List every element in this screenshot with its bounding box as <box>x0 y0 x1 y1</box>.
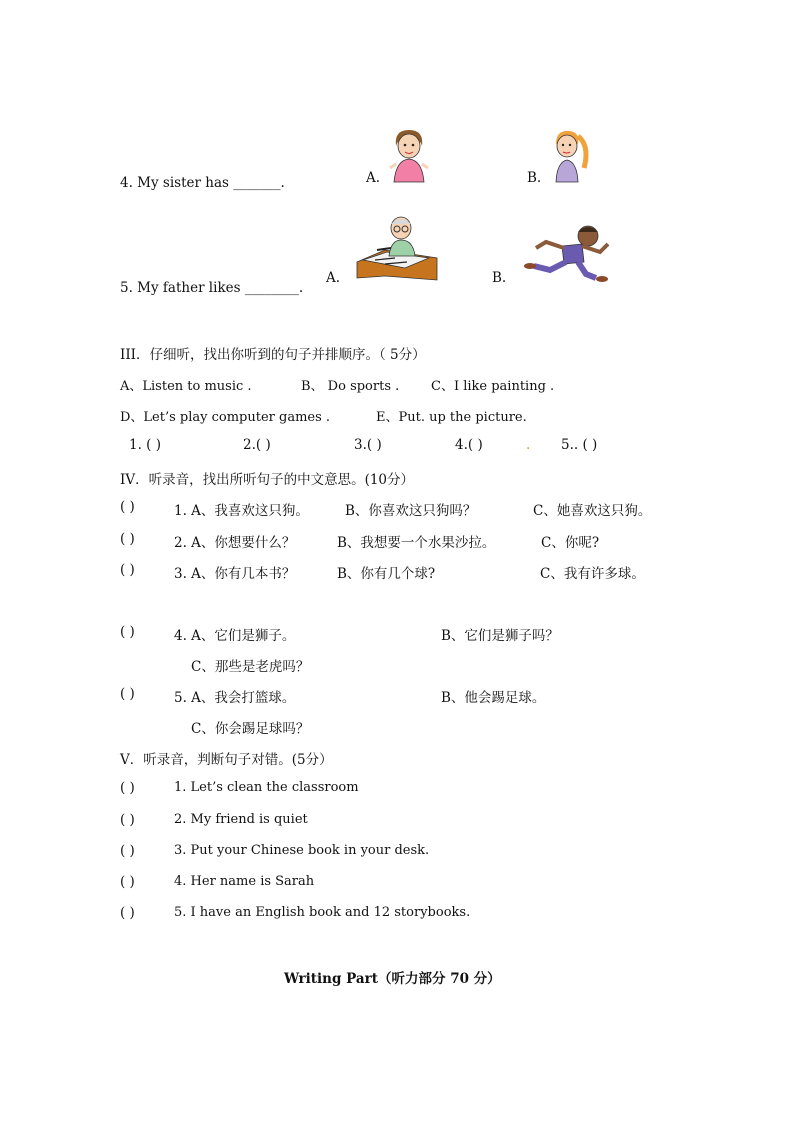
sec3-option-d: D、Let’s play computer games . <box>120 410 331 425</box>
q5-option-b-label: B. <box>492 270 507 286</box>
q4-text: 4. My sister has _______. <box>120 175 285 191</box>
sec4-q4-c: C、那些是老虎吗？ <box>191 659 310 675</box>
sec5-q1-text: 1. Let’s clean the classroom <box>174 780 359 795</box>
sec4-q2-c: C、你呢? <box>541 535 600 551</box>
sec3-option-c: C、I like painting . <box>431 379 555 394</box>
man-painting-illustration <box>355 214 439 284</box>
stray-dot: . <box>526 437 531 453</box>
sec4-q4-a: 4. A、它们是狮子。 <box>174 628 296 644</box>
q5-option-a-label: A. <box>326 270 341 286</box>
sec4-q4-paren[interactable]: ( ) <box>120 624 135 640</box>
sec4-q5-c: C、你会踢足球吗？ <box>191 721 310 737</box>
sec4-q4-b: B、它们是狮子吗？ <box>441 628 559 644</box>
q5-text: 5. My father likes ________. <box>120 280 304 296</box>
sec4-q5-b: B、他会踢足球。 <box>441 690 546 706</box>
sec5-q5-paren[interactable]: ( ) <box>120 905 135 921</box>
sec3-option-b: B、 Do sports . <box>301 379 400 394</box>
sec5-q2-text: 2. My friend is quiet <box>174 812 308 827</box>
sec3-blank-1[interactable]: 1. ( ) <box>129 437 161 453</box>
girl-ponytail-illustration <box>542 124 592 184</box>
writing-part-heading: Writing Part（听力部分 70 分） <box>284 971 501 987</box>
sec5-q3-text: 3. Put your Chinese book in your desk. <box>174 843 430 858</box>
sec5-q3-paren[interactable]: ( ) <box>120 843 135 859</box>
sec4-q1-paren[interactable]: ( ) <box>120 499 135 515</box>
sec4-q5-paren[interactable]: ( ) <box>120 686 135 702</box>
sec4-q3-b: B、你有几个球? <box>337 566 436 582</box>
sec5-q5-text: 5. I have an English book and 12 storybooks. <box>174 905 471 920</box>
section-4-title: IV．听录音，找出所听句子的中文意思。(10分） <box>120 472 415 488</box>
sec4-q3-paren[interactable]: ( ) <box>120 562 135 578</box>
q4-option-a-label: A. <box>366 170 381 186</box>
section-3-title: III．仔细听，找出你听到的句子并排顺序。（ 5分） <box>120 347 426 363</box>
sec4-q2-a: 2. A、你想要什么？ <box>174 535 296 551</box>
sec3-blank-3[interactable]: 3.( ) <box>354 437 382 453</box>
boy-running-illustration <box>522 222 614 284</box>
q4-option-b-label: B. <box>527 170 542 186</box>
sec3-blank-2[interactable]: 2.( ) <box>243 437 271 453</box>
sec3-blank-4[interactable]: 4.( ) <box>455 437 483 453</box>
sec4-q5-a: 5. A、我会打篮球。 <box>174 690 296 706</box>
sec4-q1-c: C、她喜欢这只狗。 <box>533 503 652 519</box>
sec3-option-e: E、Put. up the picture. <box>376 410 527 425</box>
sec4-q1-b: B、你喜欢这只狗吗？ <box>345 503 477 519</box>
sec4-q2-paren[interactable]: ( ) <box>120 531 135 547</box>
sec5-q4-text: 4. Her name is Sarah <box>174 874 315 889</box>
sec4-q3-a: 3. A、你有几本书？ <box>174 566 296 582</box>
sec5-q2-paren[interactable]: ( ) <box>120 812 135 828</box>
sec5-q1-paren[interactable]: ( ) <box>120 780 135 796</box>
sec3-blank-5[interactable]: 5.. ( ) <box>561 437 598 453</box>
girl-short-hair-illustration <box>384 124 434 184</box>
sec4-q3-c: C、我有许多球。 <box>540 566 645 582</box>
section-5-title: V．听录音，判断句子对错。(5分） <box>120 752 333 768</box>
sec4-q2-b: B、我想要一个水果沙拉。 <box>337 535 496 551</box>
sec3-option-a: A、Listen to music . <box>120 379 252 394</box>
sec4-q1-a: 1. A、我喜欢这只狗。 <box>174 503 309 519</box>
sec5-q4-paren[interactable]: ( ) <box>120 874 135 890</box>
